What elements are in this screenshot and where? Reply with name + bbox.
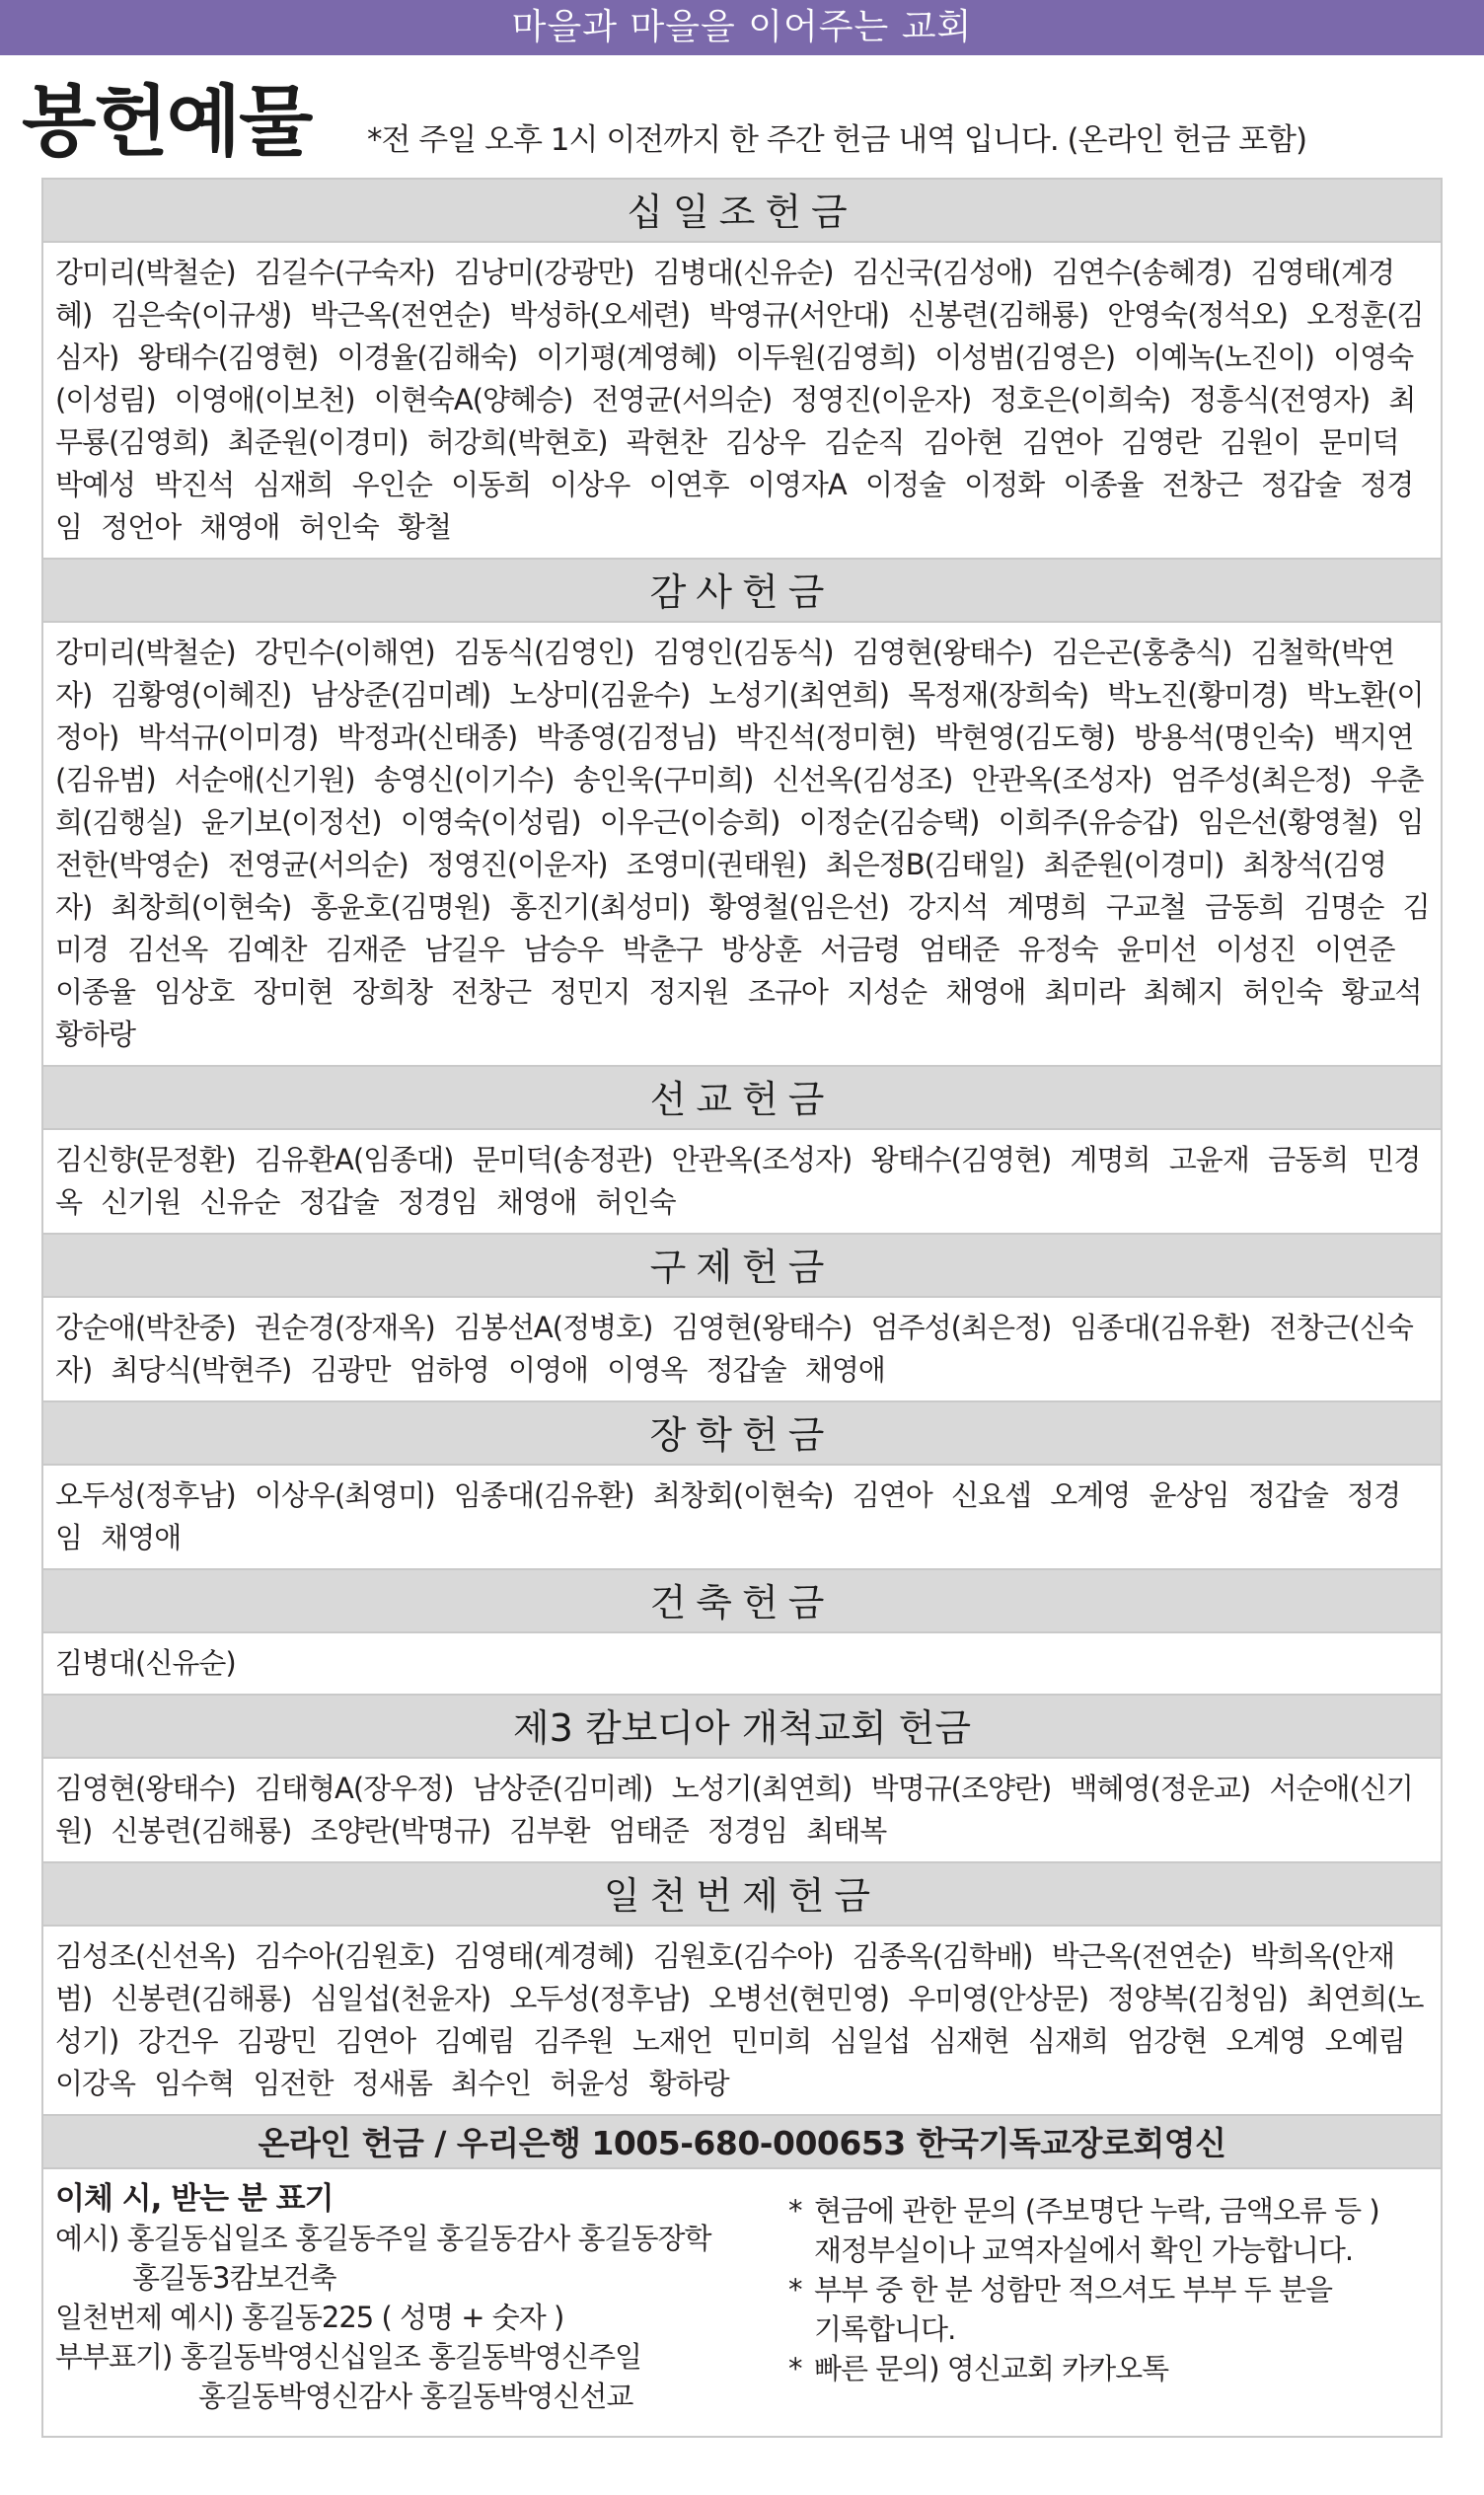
donor-name: 오예림 (1324, 2024, 1405, 2058)
donor-name: 김신향(문정환) (55, 1143, 236, 1176)
donor-name: 박춘구 (622, 933, 703, 966)
donor-name: 신기원 (101, 1185, 182, 1219)
top-banner: 마을과 마을을 이어주는 교회 (0, 0, 1484, 55)
donor-name: 김연아 (852, 1478, 932, 1512)
donor-name: 이영숙(이성림) (400, 805, 581, 839)
donor-name: 황하랑 (55, 1018, 136, 1051)
donor-name: 신요셉 (951, 1478, 1032, 1512)
donor-name: 김병대(신유순) (55, 1646, 236, 1680)
donor-name: 김병대(신유순) (652, 256, 834, 289)
donor-name: 조양란(박명규) (310, 1814, 491, 1848)
donor-name: 정흥식(전영자) (1189, 383, 1371, 416)
donor-name: 금동희 (1268, 1143, 1349, 1176)
transfer-notation-guide (55, 2179, 805, 2416)
donor-name: 정경임 (55, 1478, 1401, 1554)
couple-label: 부부표기) (55, 2340, 173, 2374)
donor-name: 송인욱(구미희) (572, 763, 754, 796)
donor-name: 김철학(박연자) (55, 636, 1395, 712)
donor-name: 엄하영 (408, 1353, 489, 1387)
donor-name: 허윤성 (550, 2067, 631, 2100)
donor-name: 김은곤(홍충식) (1051, 636, 1232, 669)
example-line-1 (55, 2219, 805, 2258)
donor-name: 이종율 (1063, 468, 1144, 501)
donor-name: 신봉련(김해룡) (908, 298, 1089, 332)
donor-name: 곽현찬 (626, 425, 706, 459)
donor-name: 김연아 (1021, 425, 1102, 459)
donor-name: 홍진기(최성미) (509, 890, 691, 924)
donor-name: 채영애 (101, 1521, 182, 1554)
donor-name: 김영인(김동식) (652, 636, 834, 669)
donor-name: 서금령 (820, 933, 901, 966)
note-text-1: 현금에 관한 문의 (주보명단 누락, 금액오류 등 ) 재정부실이나 교역자실에서 확인 가능합니다. (814, 2194, 1379, 2267)
donor-name: 이동희 (451, 468, 532, 501)
donor-name: 노재언 (631, 2024, 712, 2058)
donor-name: 김종옥(김학배) (852, 1939, 1033, 1973)
donor-name: 고윤재 (1168, 1143, 1249, 1176)
donor-name: 최미라 (1044, 975, 1125, 1009)
donor-name: 최창회(이현숙) (652, 1478, 834, 1512)
donor-name: 김동식(김영인) (453, 636, 634, 669)
donor-name: 김순직 (824, 425, 905, 459)
page-subtitle: *전 주일 오후 1시 이전까지 한 주간 헌금 내역 입니다. (온라인 헌금 포함) (367, 122, 1307, 158)
donor-name: 허강희(박현호) (426, 425, 608, 459)
donor-name: 방용석(명인숙) (1134, 720, 1314, 754)
donor-name: 우춘희(김행실) (55, 763, 1424, 839)
donor-name: 김광만 (310, 1353, 391, 1387)
donor-name: 최창석(김영자) (55, 848, 1386, 924)
donor-name: 박석규(이미경) (137, 720, 319, 754)
donor-name: 엄주성(최은정) (870, 1311, 1052, 1344)
donor-name: 백지연(김유범) (55, 720, 1414, 796)
donor-name: 허인숙 (595, 1185, 676, 1219)
donor-name: 이정화 (964, 468, 1045, 501)
note-text-2: 부부 중 한 분 성함만 적으셔도 부부 두 분을 기록합니다. (814, 2273, 1332, 2346)
offering-sections (41, 178, 1443, 2438)
donor-name: 오병선(현민영) (708, 1982, 890, 2015)
donor-name: 정갑술 (298, 1185, 379, 1219)
donor-name: 엄주성(최은정) (1170, 763, 1352, 796)
donor-name: 채영애 (496, 1185, 577, 1219)
couple-example-line-1 (55, 2337, 805, 2377)
asterisk-icon: * (788, 2194, 802, 2228)
section-header: 건축헌금 (43, 1568, 1441, 1633)
donor-name: 박현영(김도형) (934, 720, 1116, 754)
donor-name: 이정술 (864, 468, 946, 501)
donor-name: 박명규(조양란) (870, 1772, 1052, 1805)
donor-name: 이현숙A(양혜승) (373, 383, 573, 416)
donor-name: 정경임 (398, 1185, 479, 1219)
donor-name: 김신국(김성애) (852, 256, 1033, 289)
donor-name: 최준원(이경미) (1043, 848, 1224, 881)
section-header: 감사헌금 (43, 558, 1441, 623)
online-offering-bar: 온라인 헌금 / 우리은행 1005-680-000653 한국기독교장로회영신 (43, 2114, 1441, 2169)
donor-name: 남상준(김미례) (310, 678, 491, 712)
donor-name: 정양복(김청임) (1107, 1982, 1288, 2015)
donor-name: 김영란 (1121, 425, 1202, 459)
donor-name: 김영태(계경혜) (453, 1939, 634, 1973)
donor-name: 남승우 (523, 933, 604, 966)
donor-name: 신유순 (199, 1185, 280, 1219)
donor-name: 민미희 (731, 2024, 812, 2058)
donor-name: 이두원(김영희) (735, 340, 917, 374)
donor-name: 정지원 (648, 975, 729, 1009)
donor-name: 오정훈(김심자) (55, 298, 1424, 374)
note-item (788, 2191, 1440, 2270)
donor-name: 문미덕(송정관) (472, 1143, 653, 1176)
donor-name: 김길수(구숙자) (254, 256, 435, 289)
donor-name: 김부환 (509, 1814, 590, 1848)
donor-name: 임전한 (253, 2067, 334, 2100)
note-item (788, 2270, 1440, 2349)
section-names (43, 1759, 1441, 1861)
donor-name: 박진석(정미현) (735, 720, 917, 754)
donor-name: 정호은(이희숙) (990, 383, 1171, 416)
donor-name: 노성기(최연희) (708, 678, 890, 712)
donor-name: 정갑술 (1247, 1478, 1328, 1512)
donor-name: 서순애(신기원) (55, 1772, 1413, 1848)
donor-name: 서순애(신기원) (174, 763, 355, 796)
donor-name: 박예성 (55, 468, 136, 501)
donor-name: 김상우 (725, 425, 806, 459)
donor-name: 강건우 (137, 2024, 218, 2058)
donor-name: 전영균(서의순) (591, 383, 773, 416)
donor-name: 신봉련(김해룡) (111, 1814, 292, 1848)
donor-name: 정영진(이운자) (790, 383, 972, 416)
donor-name: 김예찬 (226, 933, 307, 966)
donor-name: 심재현 (928, 2024, 1009, 2058)
donor-name: 강민수(이해연) (254, 636, 435, 669)
donor-name: 이예녹(노진이) (1134, 340, 1314, 374)
donor-name: 엄강현 (1127, 2024, 1208, 2058)
transfer-guide-title: 이체 시, 받는 분 표기 (55, 2181, 334, 2217)
donor-name: 황영철(임은선) (708, 890, 890, 924)
section-header: 제3 캄보디아 개척교회 헌금 (43, 1694, 1441, 1759)
donor-name: 오계영 (1050, 1478, 1131, 1512)
donor-name: 박성하(오세련) (509, 298, 691, 332)
page-title: 봉헌예물 (22, 78, 312, 167)
donor-name: 황교석 (1341, 975, 1422, 1009)
donor-name: 김태형A(장우정) (254, 1772, 454, 1805)
donor-name: 정민지 (550, 975, 631, 1009)
donor-name: 송영신(이기수) (373, 763, 555, 796)
donor-name: 이상우(최영미) (254, 1478, 435, 1512)
donor-name: 정영진(이운자) (426, 848, 608, 881)
section-header: 일천번제헌금 (43, 1861, 1441, 1927)
donor-name: 오두성(정후남) (55, 1478, 236, 1512)
donor-name: 김성조(신선옥) (55, 1939, 236, 1973)
donor-name: 임종대(김유환) (1070, 1311, 1251, 1344)
donor-name: 박희옥(안재범) (55, 1939, 1395, 2015)
donor-name: 전창근(신숙자) (55, 1311, 1413, 1387)
donor-name: 김영현(왕태수) (852, 636, 1033, 669)
asterisk-icon: * (788, 2273, 802, 2306)
example-label: 예시) (55, 2222, 119, 2255)
donor-name: 최은정B(김태일) (825, 848, 1025, 881)
donor-name: 이우근(이승희) (599, 805, 780, 839)
section-names (43, 1466, 1441, 1568)
donor-name: 김영현(왕태수) (55, 1772, 236, 1805)
donor-name: 최혜지 (1143, 975, 1224, 1009)
donor-name: 계명희 (1070, 1143, 1150, 1176)
donor-name: 박근옥(전연순) (310, 298, 491, 332)
donor-name: 금동희 (1205, 890, 1286, 924)
donor-name: 유정숙 (1017, 933, 1098, 966)
thousand-offering-example: 일천번제 예시) 홍길동225 ( 성명 + 숫자 ) (55, 2301, 564, 2334)
donor-name: 강순애(박찬중) (55, 1311, 236, 1344)
donor-name: 김낭미(강광만) (453, 256, 634, 289)
donor-name: 이경율(김해숙) (336, 340, 518, 374)
donor-name: 이강옥 (55, 2067, 136, 2100)
donor-name: 홍윤호(김명원) (310, 890, 491, 924)
donor-name: 이연후 (648, 468, 729, 501)
donor-name: 심일섭(천윤자) (310, 1982, 491, 2015)
donor-name: 이종율 (55, 975, 136, 1009)
donor-name: 임종대(김유환) (453, 1478, 634, 1512)
donor-name: 허인숙 (1242, 975, 1323, 1009)
donor-name: 임은선(황영철) (1197, 805, 1378, 839)
example-text: 홍길동십일조 홍길동주일 홍길동감사 홍길동장학 (126, 2222, 711, 2255)
donor-name: 강지석 (908, 890, 989, 924)
donor-name: 김수아(김원호) (254, 1939, 435, 1973)
donor-name: 채영애 (945, 975, 1026, 1009)
donor-name: 김연아 (335, 2024, 416, 2058)
section-header: 구제헌금 (43, 1233, 1441, 1298)
donor-name: 민경옥 (55, 1143, 1421, 1219)
donor-name: 안영숙(정석오) (1107, 298, 1288, 332)
donor-name: 박진석 (154, 468, 235, 501)
donor-name: 조영미(권태원) (626, 848, 807, 881)
donor-name: 심재희 (1027, 2024, 1108, 2058)
donor-name: 김선옥 (127, 933, 208, 966)
donor-name: 조규아 (747, 975, 828, 1009)
donor-name: 정새롬 (351, 2067, 432, 2100)
donor-name: 김영태(계경혜) (55, 256, 1395, 332)
donor-name: 지성순 (847, 975, 928, 1009)
donor-name: 정갑술 (705, 1353, 786, 1387)
donor-name: 이기평(계영혜) (536, 340, 717, 374)
donor-name: 황철 (398, 510, 452, 544)
donor-name: 박정과(신태종) (336, 720, 518, 754)
section-names (43, 243, 1441, 558)
donor-name: 문미덕 (1318, 425, 1399, 459)
footer-info (43, 2169, 1441, 2436)
donor-name: 김봉선A(정병호) (453, 1311, 653, 1344)
section-names (43, 1633, 1441, 1694)
donor-name: 백혜영(정운교) (1070, 1772, 1251, 1805)
donor-name: 윤미선 (1116, 933, 1197, 966)
section-names (43, 1130, 1441, 1233)
donor-name: 오계영 (1225, 2024, 1306, 2058)
donor-name: 안관옥(조성자) (671, 1143, 853, 1176)
donor-name: 최당식(박현주) (111, 1353, 292, 1387)
donor-name: 최준원(이경미) (227, 425, 408, 459)
donor-name: 신봉련(김해룡) (111, 1982, 292, 2015)
donor-name: 김광민 (236, 2024, 317, 2058)
donor-name: 구교철 (1105, 890, 1186, 924)
note-text-3: 빠른 문의) 영신교회 카카오톡 (814, 2352, 1169, 2385)
donor-name: 왕태수(김영현) (137, 340, 319, 374)
donor-name: 심재희 (253, 468, 334, 501)
donor-name: 심일섭 (830, 2024, 911, 2058)
donor-name: 노성기(최연희) (671, 1772, 853, 1805)
donor-name: 이희주(유승갑) (998, 805, 1179, 839)
section-header: 선교헌금 (43, 1065, 1441, 1130)
donor-name: 안관옥(조성자) (971, 763, 1152, 796)
section-names (43, 1927, 1441, 2114)
donor-name: 강미리(박철순) (55, 636, 236, 669)
donor-name: 채영애 (804, 1353, 885, 1387)
donor-name: 엄태준 (608, 1814, 689, 1848)
donor-name: 장미현 (253, 975, 334, 1009)
section-list (43, 178, 1441, 2114)
donor-name: 김황영(이혜진) (111, 678, 292, 712)
donor-name: 이영애(이보천) (174, 383, 355, 416)
donor-name: 오두성(정후남) (509, 1982, 691, 2015)
donor-name: 이정순(김승택) (798, 805, 980, 839)
donor-name: 방상훈 (720, 933, 801, 966)
donor-name: 이상우 (550, 468, 631, 501)
donor-name: 장희창 (351, 975, 432, 1009)
donor-name: 박노환(이정아) (55, 678, 1424, 754)
donor-name: 채영애 (199, 510, 280, 544)
donor-name: 김원호(김수아) (652, 1939, 834, 1973)
donor-name: 계명희 (1006, 890, 1087, 924)
donor-name: 정갑술 (1261, 468, 1342, 501)
donor-name: 권순경(장재옥) (254, 1311, 435, 1344)
donor-name: 이연준 (1314, 933, 1395, 966)
donor-name: 강미리(박철순) (55, 256, 236, 289)
donor-name: 이영숙(이성림) (55, 340, 1414, 416)
donor-name: 김명순 (1303, 890, 1384, 924)
donor-name: 황하랑 (648, 2067, 729, 2100)
donor-name: 윤상임 (1149, 1478, 1229, 1512)
couple-text: 홍길동박영신십일조 홍길동박영신주일 (180, 2340, 642, 2374)
donor-name: 최수인 (451, 2067, 532, 2100)
donor-name: 목정재(장희숙) (908, 678, 1089, 712)
donor-name: 임전한(박영순) (55, 805, 1424, 881)
example-line-2: 홍길동3캄보건축 (132, 2261, 336, 2295)
donor-name: 최창희(이현숙) (111, 890, 292, 924)
donor-name: 신선옥(김성조) (772, 763, 953, 796)
donor-name: 전영균(서의순) (227, 848, 408, 881)
donor-name: 전창근 (451, 975, 532, 1009)
donor-name: 김미경 (55, 890, 1430, 966)
section-names (43, 623, 1441, 1065)
donor-name: 박노진(황미경) (1107, 678, 1288, 712)
donor-name: 전창근 (1161, 468, 1242, 501)
inquiry-notes (788, 2191, 1440, 2388)
donor-name: 이성범(김영은) (934, 340, 1116, 374)
donor-name: 김예림 (434, 2024, 515, 2058)
couple-example-line-2: 홍길동박영신감사 홍길동박영신선교 (198, 2380, 633, 2413)
donor-name: 최연희(노성기) (55, 1982, 1424, 2058)
donor-name: 이영자A (747, 468, 847, 501)
donor-name: 김재준 (325, 933, 406, 966)
donor-name: 허인숙 (298, 510, 379, 544)
donor-name: 임상호 (154, 975, 235, 1009)
donor-name: 우미영(안상문) (908, 1982, 1089, 2015)
donor-name: 김영현(왕태수) (671, 1311, 853, 1344)
donor-name: 엄태준 (919, 933, 1000, 966)
donor-name: 윤기보(이정선) (200, 805, 382, 839)
donor-name: 김연수(송혜경) (1051, 256, 1232, 289)
donor-name: 김아현 (923, 425, 1003, 459)
donor-name: 정언아 (101, 510, 182, 544)
donor-name: 남길우 (424, 933, 505, 966)
donor-name: 김원이 (1220, 425, 1300, 459)
section-names (43, 1298, 1441, 1400)
donor-name: 김은숙(이규생) (111, 298, 292, 332)
donor-name: 이성진 (1216, 933, 1297, 966)
donor-name: 정경임 (706, 1814, 787, 1848)
note-item (788, 2349, 1440, 2388)
donor-name: 남상준(김미례) (472, 1772, 653, 1805)
donor-name: 박영규(서안대) (708, 298, 890, 332)
donor-name: 정경임 (55, 468, 1414, 544)
donor-name: 김주원 (533, 2024, 614, 2058)
donor-name: 왕태수(김영현) (870, 1143, 1052, 1176)
donor-name: 임수혁 (154, 2067, 235, 2100)
donor-name: 이영옥 (607, 1353, 688, 1387)
asterisk-icon: * (788, 2352, 802, 2385)
donor-name: 최무룡(김영희) (55, 383, 1416, 459)
donor-name: 박근옥(전연순) (1051, 1939, 1232, 1973)
donor-name: 박종영(김정님) (536, 720, 717, 754)
donor-name: 최태복 (806, 1814, 887, 1848)
donor-name: 이영애 (508, 1353, 589, 1387)
section-header: 장학헌금 (43, 1400, 1441, 1466)
donor-name: 김유환A(임종대) (254, 1143, 454, 1176)
section-header: 십일조헌금 (43, 178, 1441, 243)
donor-name: 우인순 (351, 468, 432, 501)
donor-name: 노상미(김윤수) (509, 678, 691, 712)
